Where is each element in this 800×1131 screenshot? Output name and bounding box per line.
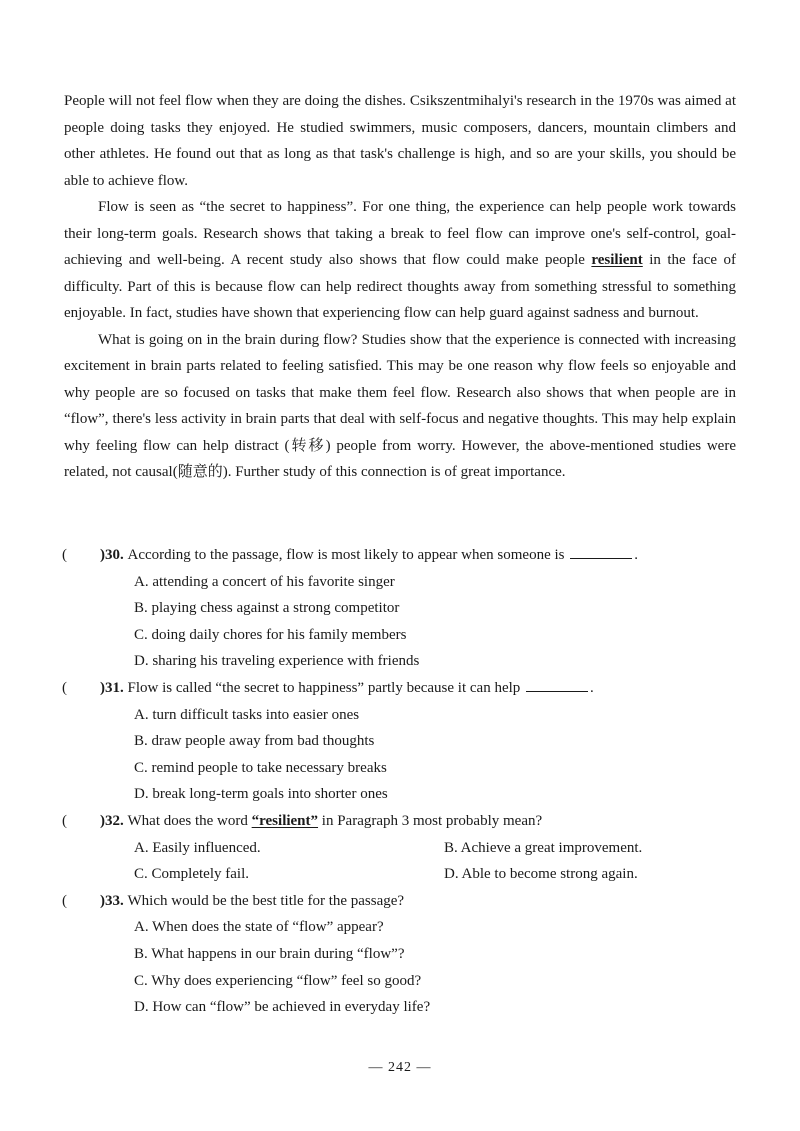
question-stem-text: According to the passage, flow is most likely to appear when someone is	[127, 547, 565, 563]
question-33	[62, 888, 742, 1021]
reading-passage	[64, 88, 736, 486]
question-number: )31.	[100, 679, 124, 696]
answer-bracket[interactable]: (	[62, 547, 67, 563]
option-a[interactable]: A. turn difficult tasks into easier ones	[134, 706, 360, 723]
stem-end: .	[634, 547, 638, 563]
question-list	[62, 542, 742, 1021]
option-a[interactable]: A. attending a concert of his favorite singer	[134, 573, 395, 590]
option-list	[62, 914, 742, 1020]
question-stem	[124, 888, 404, 915]
question-stem-text: Which would be the best title for the passage?	[127, 892, 405, 909]
question-stem-text: What does the word	[127, 812, 252, 829]
question-32	[62, 808, 742, 888]
question-number: )32.	[100, 812, 124, 829]
option-c[interactable]: C. Why does experiencing “flow” feel so good?	[134, 972, 422, 989]
option-d[interactable]: D. break long-term goals into shorter ones	[134, 786, 388, 803]
question-stem	[124, 542, 638, 569]
answer-blank[interactable]	[570, 544, 632, 559]
answer-blank[interactable]	[526, 677, 588, 692]
question-31	[62, 675, 742, 808]
question-stem	[124, 675, 594, 702]
option-a[interactable]: A. Easily influenced.	[134, 839, 261, 856]
answer-bracket[interactable]: (	[62, 892, 67, 909]
paragraph-2-text-b: in the face of difficulty. Part of this is because flow can help redirect thoughts away from something stressful to something enjoyable. In fact, studies have shown that experiencing flow can help guard against sadness and burnout.	[64, 252, 736, 321]
page-number: — 242 —	[368, 1060, 432, 1075]
option-c[interactable]: C. doing daily chores for his family members	[134, 626, 407, 643]
paragraph-3: What is going on in the brain during flow? Studies show that the experience is connected with increasing excitement in brain parts related to feeling satisfied. This may be one reason why flow feels so enjoyable and why people are so focused on tasks that make them feel flow. Research also shows that when people are in “flow”, there's less activity in brain parts that deal with self-focus and negative thoughts. This may help explain why feeling flow can help distract (转移) people from worry. However, the above-mentioned studies were related, not causal(随意的). Further study of this connection is of great importance.	[64, 331, 736, 480]
option-d[interactable]: D. sharing his traveling experience with friends	[134, 653, 420, 670]
question-stem-text: Flow is called “the secret to happiness” partly because it can help	[127, 679, 521, 696]
option-list	[62, 569, 742, 675]
question-number: )30.	[100, 547, 124, 563]
option-list	[62, 702, 742, 808]
option-b[interactable]: B. draw people away from bad thoughts	[134, 733, 375, 750]
option-d[interactable]: D. Able to become strong again.	[444, 866, 638, 883]
option-c[interactable]: C. remind people to take necessary breaks	[134, 759, 387, 776]
paragraph-1: People will not feel flow when they are doing the dishes. Csikszentmihalyi's research in the 1970s was aimed at people doing tasks they enjoyed. He studied swimmers, music composers, dancers, mountain climbers and other athletes. He found out that as long as that task's challenge is high, and so are your skills, you should be able to achieve flow.	[64, 93, 736, 189]
option-b[interactable]: B. What happens in our brain during “flow”?	[134, 945, 405, 962]
question-stem-text-end: in Paragraph 3 most probably mean?	[318, 812, 543, 829]
option-a[interactable]: A. When does the state of “flow” appear?	[134, 919, 384, 936]
keyword-resilient: resilient	[591, 252, 643, 268]
option-list	[62, 835, 742, 888]
option-c[interactable]: C. Completely fail.	[134, 866, 249, 883]
answer-bracket[interactable]: (	[62, 812, 67, 829]
answer-bracket[interactable]: (	[62, 679, 67, 696]
keyword-resilient: “resilient”	[251, 812, 319, 829]
option-b[interactable]: B. playing chess against a strong competitor	[134, 600, 400, 617]
option-d[interactable]: D. How can “flow” be achieved in everyday life?	[134, 999, 431, 1016]
option-b[interactable]: B. Achieve a great improvement.	[444, 839, 643, 856]
question-number: )33.	[100, 892, 124, 909]
paragraph-2	[64, 194, 736, 327]
question-30	[62, 542, 742, 675]
question-stem	[124, 808, 542, 835]
stem-end: .	[590, 679, 594, 696]
paragraph-2-text-a: Flow is seen as “the secret to happiness”. For one thing, the experience can help people work towards their long-term goals. Research shows that taking a break to feel flow can improve one's self-control, goal-achieving and well-being. A recent study also shows that flow could make people	[64, 199, 736, 268]
